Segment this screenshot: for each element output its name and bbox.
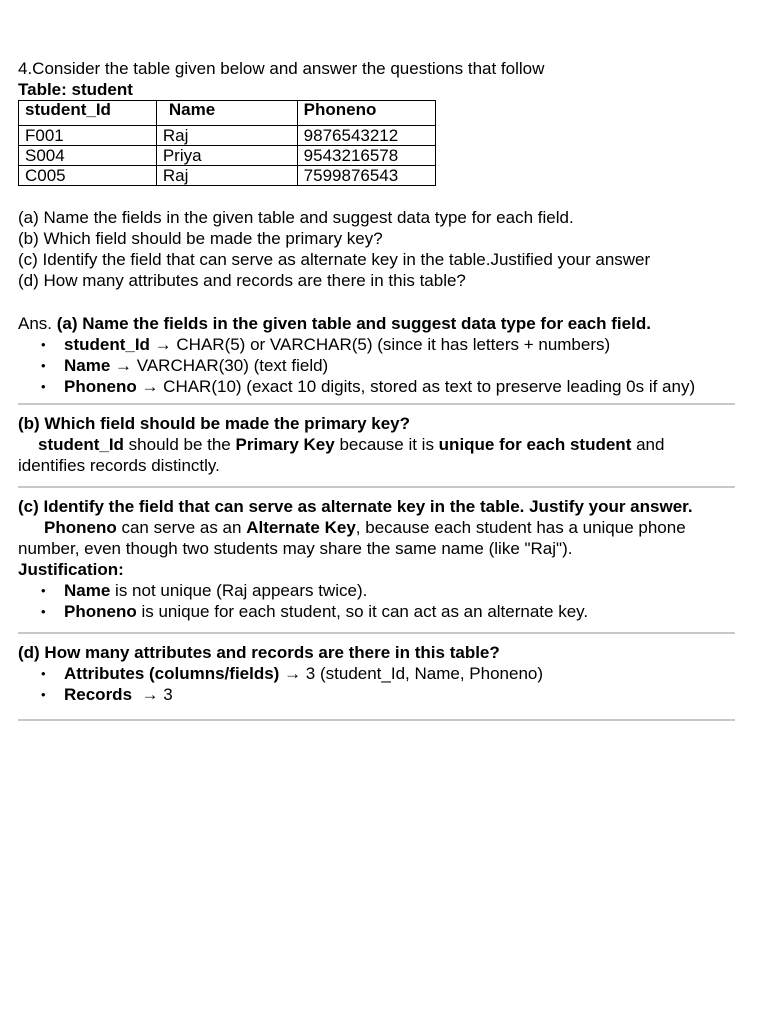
divider bbox=[18, 632, 735, 634]
list-item-desc: → 3 (student_Id, Name, Phoneno) bbox=[279, 664, 544, 683]
list-item-term: Attributes (columns/fields) bbox=[64, 664, 280, 683]
table-header-cell: Phoneno bbox=[297, 101, 435, 126]
table-row bbox=[19, 146, 436, 166]
list-item-desc: → CHAR(10) (exact 10 digits, stored as text to preserve leading 0s if any) bbox=[136, 377, 696, 396]
answer-a-title: (a) Name the fields in the given table and suggest data type for each field. bbox=[56, 314, 651, 333]
table-header-row bbox=[19, 101, 436, 126]
list-item bbox=[64, 334, 736, 355]
answer-a-list bbox=[18, 334, 736, 397]
divider bbox=[18, 486, 735, 488]
answer-c-heading: (c) Identify the field that can serve as alternate key in the table. Justify your answer. bbox=[18, 497, 693, 516]
table-cell: F001 bbox=[19, 126, 157, 146]
document-page bbox=[18, 58, 736, 729]
answer-b-term: Primary Key bbox=[235, 435, 335, 454]
list-item-term: Name bbox=[64, 581, 111, 600]
answer-b-term: unique for each student bbox=[438, 435, 632, 454]
answer-c-list bbox=[18, 580, 736, 622]
table-header-cell: Name bbox=[156, 101, 297, 126]
table-row bbox=[19, 126, 436, 146]
table-cell: 9876543212 bbox=[297, 126, 435, 146]
answer-c-term: Phoneno bbox=[44, 518, 117, 537]
list-item bbox=[64, 580, 736, 601]
answer-c-body bbox=[18, 517, 730, 559]
table-cell: C005 bbox=[19, 166, 157, 186]
list-item-term: Phoneno bbox=[64, 602, 137, 621]
list-item-desc: → 3 bbox=[136, 685, 173, 704]
answer-c-text: can serve as an bbox=[116, 518, 247, 537]
table-cell: Raj bbox=[156, 126, 297, 146]
question-part-a: (a) Name the fields in the given table and suggest data type for each field. bbox=[18, 208, 574, 227]
table-row bbox=[19, 166, 436, 186]
list-item bbox=[64, 601, 736, 622]
question-part-b: (b) Which field should be made the primary key? bbox=[18, 229, 383, 248]
list-item-term: Name bbox=[64, 356, 111, 375]
answer-b-text: because it is bbox=[334, 435, 439, 454]
table-cell: Priya bbox=[156, 146, 297, 166]
answer-d-list bbox=[18, 663, 736, 705]
table-cell: 7599876543 bbox=[297, 166, 435, 186]
divider bbox=[18, 719, 735, 721]
list-item-term: Phoneno bbox=[64, 377, 137, 396]
ans-prefix: Ans. bbox=[18, 314, 57, 333]
question-part-c: (c) Identify the field that can serve as alternate key in the table.Justified your answer bbox=[18, 250, 651, 269]
answer-b-term: student_Id bbox=[38, 435, 124, 454]
list-item-term: Records bbox=[64, 685, 137, 704]
question-part-d: (d) How many attributes and records are there in this table? bbox=[18, 271, 466, 290]
list-item bbox=[64, 684, 736, 705]
table-title: Table: student bbox=[18, 80, 133, 99]
list-item-desc: → CHAR(5) or VARCHAR(5) (since it has letters + numbers) bbox=[149, 335, 611, 354]
justification-label: Justification: bbox=[18, 560, 124, 579]
table-cell: S004 bbox=[19, 146, 157, 166]
student-table bbox=[18, 100, 436, 186]
answer-b-text: should be the bbox=[123, 435, 236, 454]
list-item-desc: is not unique (Raj appears twice). bbox=[110, 581, 368, 600]
answer-a-heading bbox=[18, 313, 736, 334]
answer-b-text: and identifies records distinctly. bbox=[18, 435, 665, 475]
answer-d-heading: (d) How many attributes and records are there in this table? bbox=[18, 643, 500, 662]
list-item-desc: is unique for each student, so it can act as an alternate key. bbox=[136, 602, 589, 621]
list-item-term: student_Id bbox=[64, 335, 150, 354]
answer-c-text: , because each student has a unique phone number, even though two students may share the same name (like "Raj"). bbox=[18, 518, 686, 558]
answer-b-heading: (b) Which field should be made the primary key? bbox=[18, 414, 411, 433]
list-item-desc: → VARCHAR(30) (text field) bbox=[110, 356, 329, 375]
answer-b-body bbox=[18, 434, 718, 476]
table-cell: 9543216578 bbox=[297, 146, 435, 166]
table-cell: Raj bbox=[156, 166, 297, 186]
divider bbox=[18, 403, 735, 405]
answer-c-term: Alternate Key bbox=[246, 518, 356, 537]
question-intro: 4.Consider the table given below and answer the questions that follow bbox=[18, 59, 545, 78]
table-header-cell: student_Id bbox=[19, 101, 157, 126]
list-item bbox=[64, 355, 736, 376]
list-item bbox=[64, 663, 736, 684]
list-item bbox=[64, 376, 714, 397]
